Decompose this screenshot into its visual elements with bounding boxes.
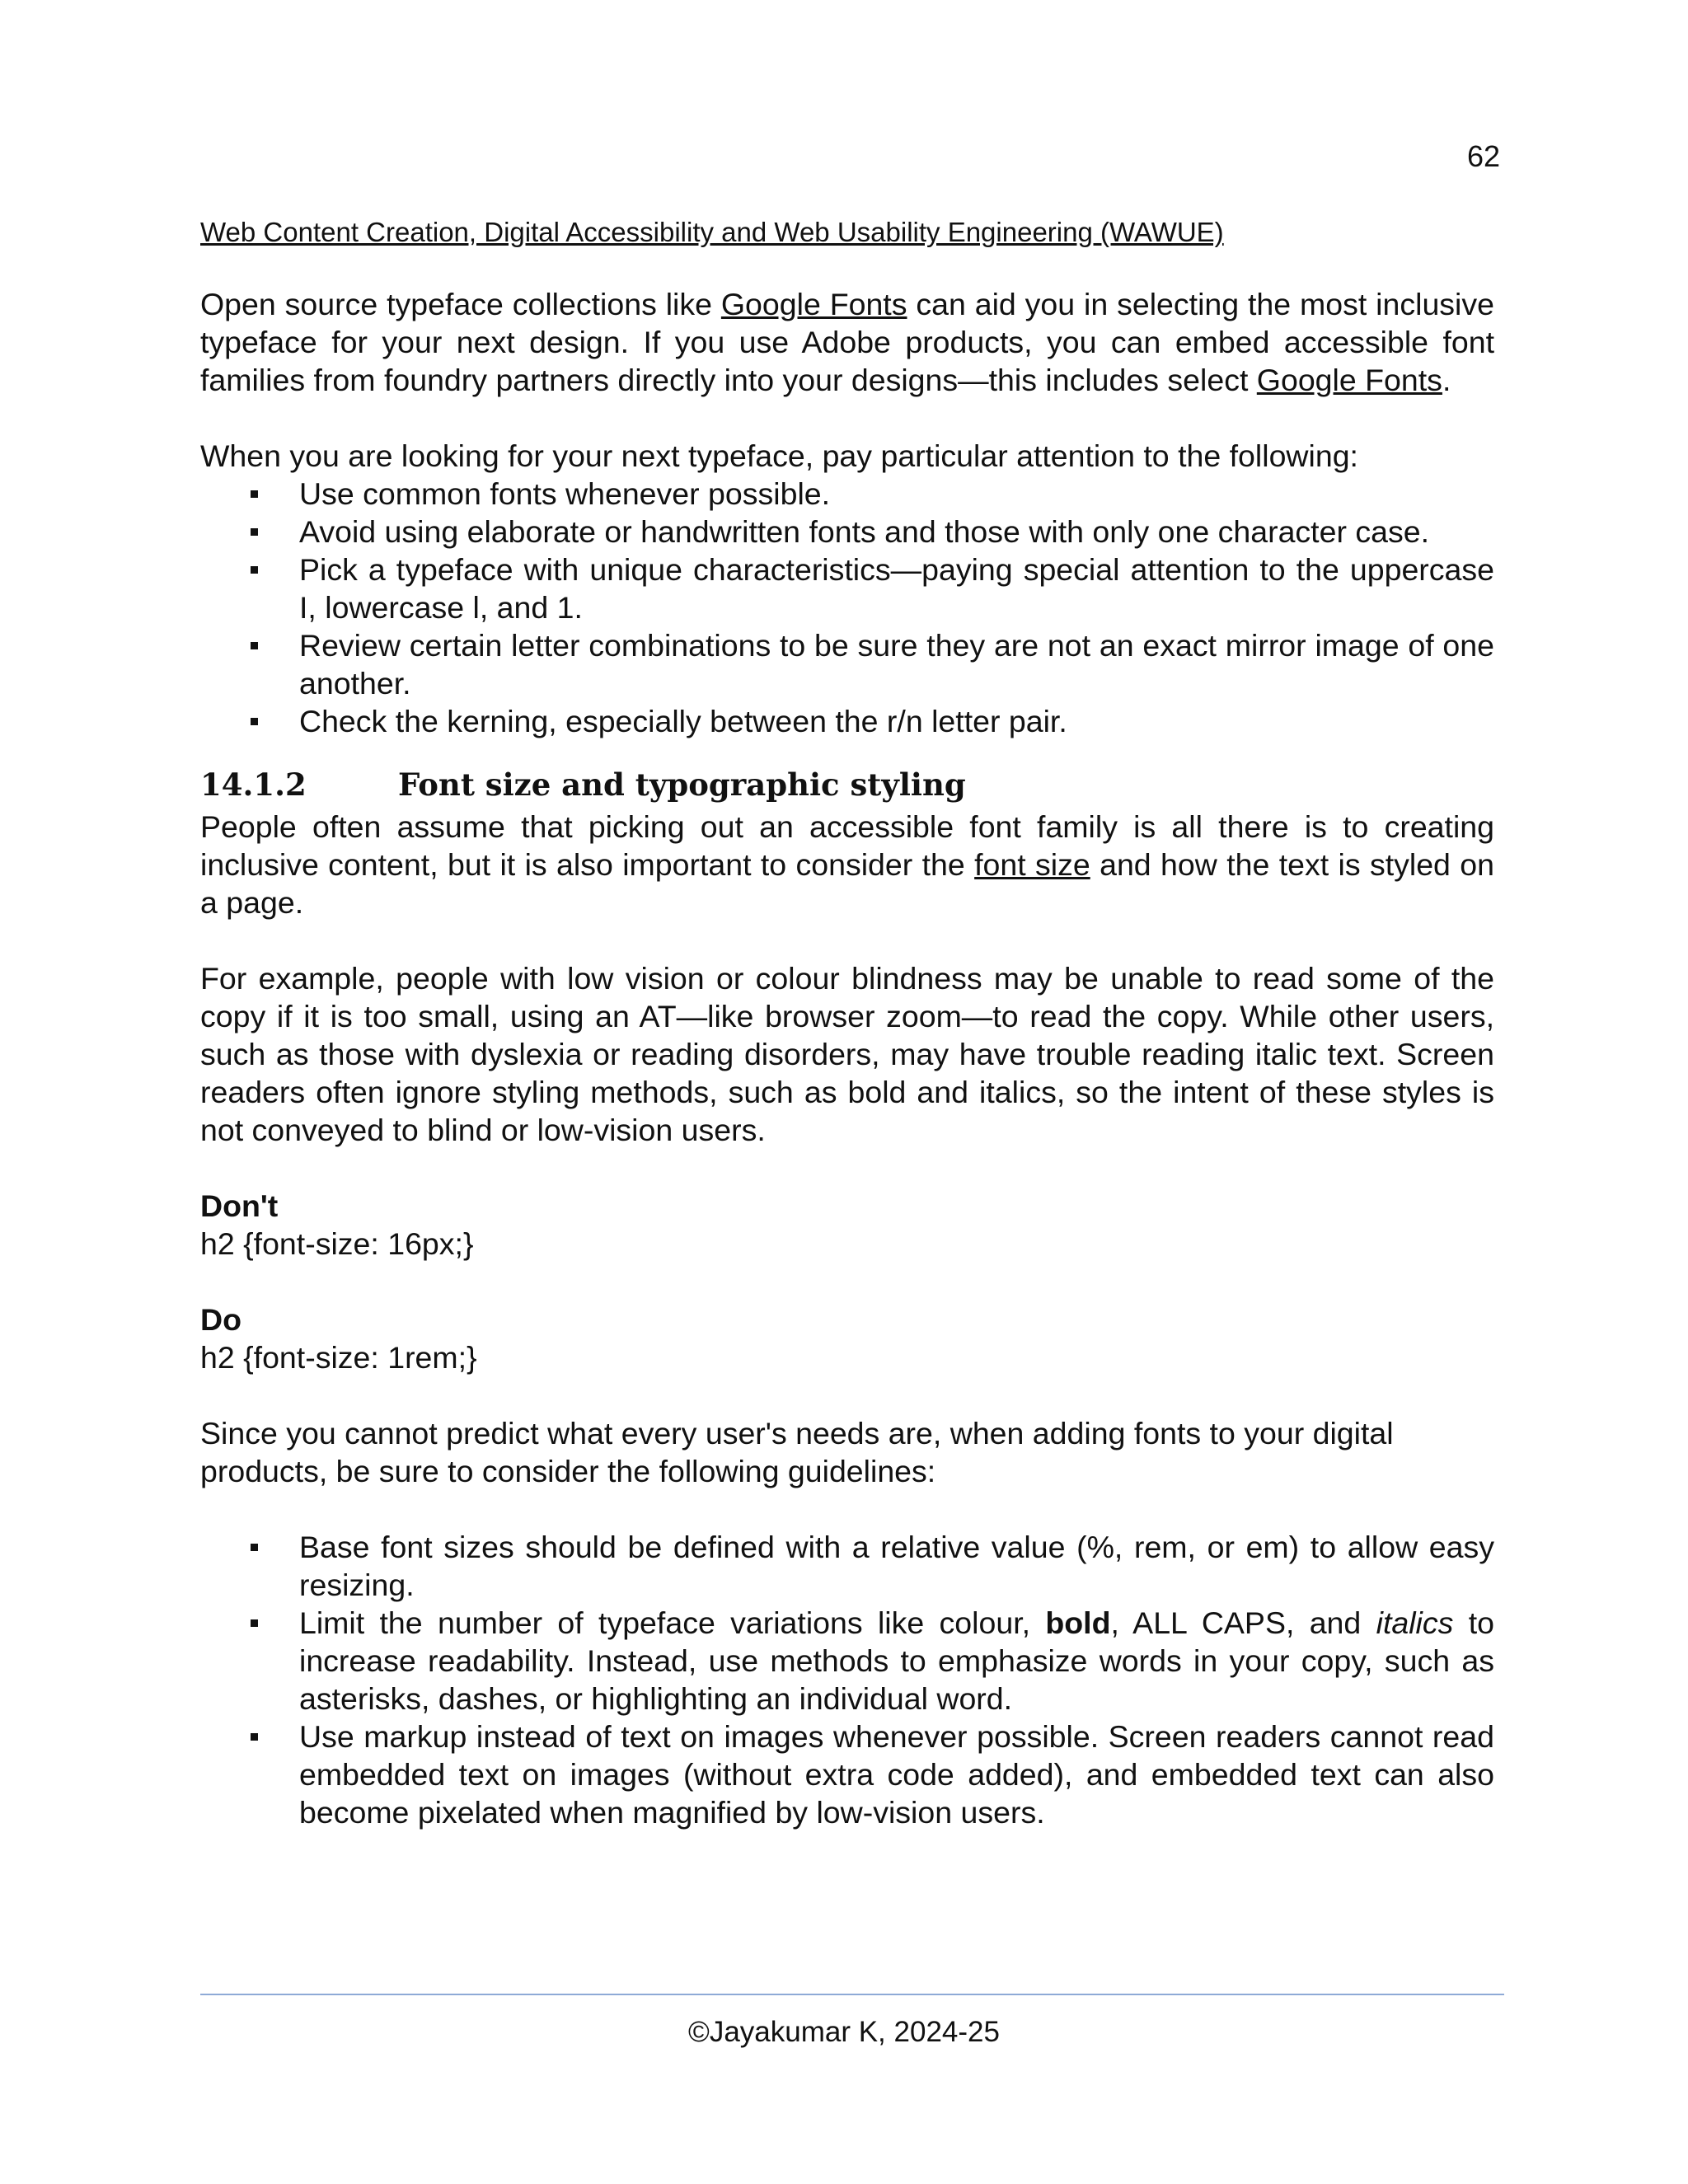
spacer	[200, 1149, 1494, 1187]
section-number: 14.1.2	[200, 766, 307, 803]
page-number: 62	[1466, 139, 1500, 173]
spacer	[200, 399, 1494, 437]
page-content	[200, 285, 1494, 1831]
typeface-bullet-list	[200, 475, 1494, 740]
typeface-list-lead: When you are looking for your next typeface, pay particular attention to the following:	[200, 438, 1358, 473]
list-item: Use markup instead of text on images whenever possible. Screen readers cannot read embedded text on images (without extra code added), and embedded text can also become pixelated when magnified by low-vision users.	[200, 1718, 1494, 1831]
list-item: Check the kerning, especially between the r/n letter pair.	[200, 702, 1494, 740]
spacer	[200, 921, 1494, 959]
intro-text-3: .	[1442, 363, 1451, 397]
intro-text-1: Open source typeface collections like	[200, 287, 721, 321]
page-footer: ©Jayakumar K, 2024-25	[688, 2016, 1000, 2048]
guidelines-lead: Since you cannot predict what every user's needs are, when adding fonts to your digital products, be sure to consider the following guidelines:	[200, 1416, 1394, 1488]
font-size-paragraph	[200, 808, 1494, 921]
dont-label: Don't	[200, 1188, 279, 1223]
list-item	[200, 1604, 1494, 1718]
bold-word: bold	[1045, 1605, 1111, 1640]
example-paragraph: For example, people with low vision or colour blindness may be unable to read some of the copy if it is too small, using an AT—like browser zoom—to read the copy. While other users, such as those with dyslexia or reading disorders, may have trouble reading italic text. Screen readers often ignore styling methods, such as bold and italics, so the intent of these styles is not conveyed to blind or low-vision users.	[200, 961, 1494, 1147]
running-header: Web Content Creation, Digital Accessibility and Web Usability Engineering (WAWUE)	[200, 217, 1224, 247]
google-fonts-link[interactable]: Google Fonts	[720, 287, 907, 321]
spacer	[200, 1376, 1494, 1414]
list-item: Base font sizes should be defined with a relative value (%, rem, or em) to allow easy resizing.	[200, 1528, 1494, 1604]
font-size-link[interactable]: font size	[974, 847, 1090, 882]
guideline-text-2: , ALL CAPS, and	[1110, 1605, 1376, 1640]
intro-paragraph	[200, 285, 1494, 399]
section-title: Font size and typographic styling	[398, 766, 966, 803]
do-code: h2 {font-size: 1rem;}	[200, 1340, 477, 1375]
list-item: Pick a typeface with unique characteristics—paying special attention to the uppercase I, lowercase l, and 1.	[200, 551, 1494, 626]
italic-word: italics	[1376, 1605, 1454, 1640]
section-heading	[200, 765, 1494, 804]
spacer	[200, 1490, 1494, 1528]
guideline-text-3: to increase readability. Instead, use methods to emphasize words in your copy, such as asterisks, dashes, or highlighting an individual word.	[299, 1605, 1494, 1716]
list-item: Avoid using elaborate or handwritten fonts and those with only one character case.	[200, 513, 1494, 551]
intro-text-2: can aid you in selecting the most inclusive typeface for your next design. If you use Adobe products, you can embed accessible font families from foundry partners directly into your designs—this includes select	[200, 287, 1494, 397]
guideline-text-1: Limit the number of typeface variations like colour,	[299, 1605, 1046, 1640]
list-item: Use common fonts whenever possible.	[200, 475, 1494, 513]
spacer	[200, 1263, 1494, 1301]
font-size-text-1: People often assume that picking out an accessible font family is all there is to creating inclusive content, but it is also important to consider the	[200, 809, 1494, 882]
google-fonts-link-2[interactable]: Google Fonts	[1256, 363, 1442, 397]
do-label: Do	[200, 1302, 241, 1337]
dont-code: h2 {font-size: 16px;}	[200, 1226, 474, 1261]
list-item: Review certain letter combinations to be sure they are not an exact mirror image of one another.	[200, 626, 1494, 702]
guidelines-bullet-list	[200, 1528, 1494, 1831]
font-size-text-2: and how the text is styled on a page.	[200, 847, 1494, 920]
footer-divider	[200, 1994, 1504, 1995]
